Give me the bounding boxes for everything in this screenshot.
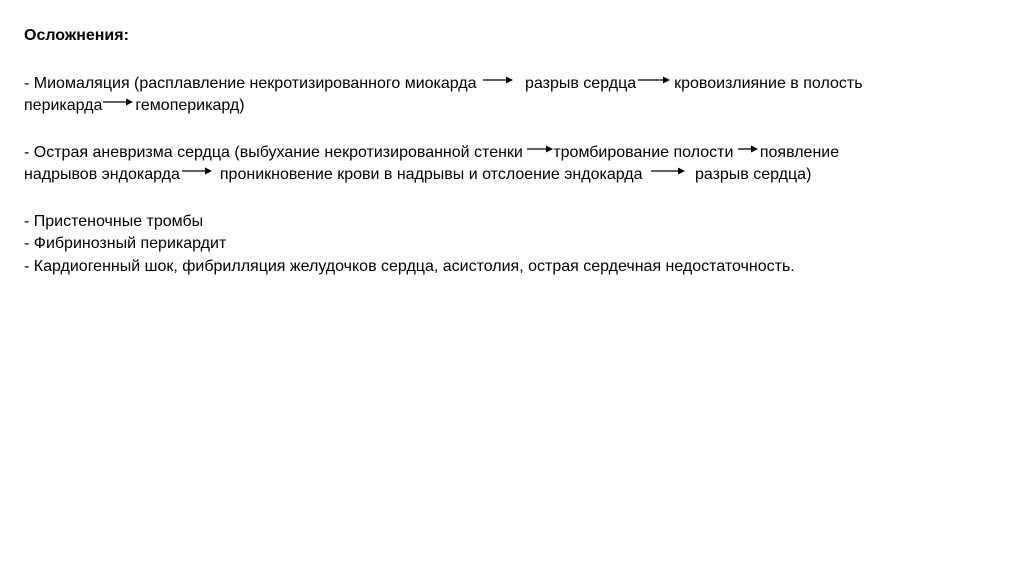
hemopericardium-text: гемоперикард) [135,97,245,114]
aneurysm-line-1 [24,142,839,164]
right-arrow-icon [638,75,670,85]
myomalacia-line-1 [24,73,863,95]
slide-title: Осложнения: [24,27,129,44]
aneurysm-line-2 [24,164,811,186]
heart-rupture-text: разрыв сердца [525,75,637,92]
hemorrhage-text: кровоизлияние в полость [674,75,863,92]
list-item: - Фибринозный перикардит [24,235,227,252]
right-arrow-icon [527,144,553,154]
list-item: - Кардиогенный шок, фибрилляция желудочков сердца, асистолия, острая сердечная недостаточность. [24,258,795,275]
endocardium-tears-text: надрывов эндокарда [24,166,180,183]
right-arrow-icon [483,75,513,85]
pericardium-text: перикарда [24,97,103,114]
right-arrow-icon [651,166,685,176]
myomalacia-line-2 [24,95,245,117]
list-item: - Пристеночные тромбы [24,213,204,230]
blood-penetration-text: проникновение крови в надрывы и отслоение эндокарда [219,166,643,183]
right-arrow-icon [182,166,212,176]
right-arrow-icon [738,144,758,154]
right-arrow-icon [103,97,133,107]
appearance-text: появление [759,144,840,161]
heart-rupture-text: разрыв сердца) [694,166,812,183]
thrombosis-text: тромбирование полости [553,144,734,161]
myomalacia-text: - Миомаляция (расплавление некротизированного миокарда [24,75,477,92]
aneurysm-text: - Острая аневризма сердца (выбухание некротизированной стенки [24,144,523,161]
